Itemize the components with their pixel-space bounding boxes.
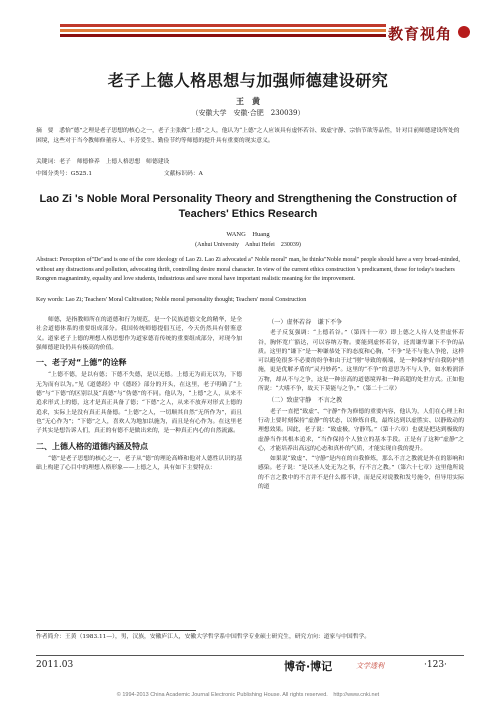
- header-stripe: [60, 29, 386, 32]
- footnote-rule: [36, 630, 196, 631]
- document-code: 文献标识码：A: [163, 171, 203, 177]
- body-paragraph: “德”是老子思想的核心之一，老子从“德”的理论高峰和他对人德性认识的基础上构建了心目中的理想人格形象——上德之人，具有如下主要特点：: [36, 455, 242, 472]
- header-stripe: [60, 24, 386, 27]
- journal-logo: 博奇·博记: [284, 660, 333, 673]
- author-name-en: WANG Huang: [226, 231, 270, 238]
- body-left-column: [36, 316, 242, 474]
- abstract-cn: 摘 要 悉怡“德”之理是老子思想的核心之一，老子主张做“上德”之人，他认为“上德”之人应该具有虚怀若谷、致虚守静、宗怡节欲等品性，针对目前师德建设所处的困境，这些对于当今教师修董容人、丰芳爱生、勤俭节约等师德的提升具有重要的现实意义。: [36, 128, 460, 144]
- author-name: 王 黄: [236, 96, 260, 106]
- keywords-cn: 关键词：老子 师德修养 上德人格思想 师德建设: [36, 159, 170, 165]
- abstract-en: Abstract: Perception of"De"and is one of the core ideology of Lao Zi. Lao Zi advocated a" Noble moral" man, he thinks"Noble moral" people should have a very broad-minded, without any distractions and pollution, advocating thrift, controlling desire moral character. In view of the current ethics construction 's predicament, those for today's teachers Rongren magnanimity, equality and love students, industrious and save moral have important realistic meaning for the improvement.: [36, 257, 460, 282]
- header-band: [0, 18, 496, 48]
- page-footer: [36, 655, 464, 676]
- body-paragraph: 如果说“致虚”、“守静”是内在的自我修炼，那么不言之教就是外在的影响和感染。老子说：“是以圣人处无为之事，行不言之教。”（第六十七章）这里他所说的不言之教中的不言并不是什么都不讲，而是反对说教和发号施令，但导用实际的道: [258, 456, 464, 491]
- issue-date: 2011.03: [36, 660, 74, 670]
- classification: [36, 168, 464, 177]
- keywords-en: Key words: Lao Zi; Teachers' Moral Cultivation; Noble moral personality thought; Teachers' moral Construction: [36, 297, 307, 303]
- brand-dot-icon: [458, 26, 470, 38]
- page-number: ·123·: [424, 660, 447, 670]
- article-title: 老子上德人格思想与加强师德建设研究: [107, 71, 389, 90]
- author-footnote: 作者简介：王黄（1983.11—），男，汉族，安徽庐江人，安徽大学哲学系中国哲学专业硕士研究生，研究方向：道家与中国哲学。: [36, 634, 371, 640]
- subsection-heading: （一）虚怀若谷 谦下不争: [268, 319, 343, 326]
- journal-subtitle: 文学透利: [356, 662, 384, 670]
- intro-paragraph: 师德，是指教师所在的道德和行为规范，是一个民族道德文化的精华，是全社会道德体系的重要组成部分。我国传统师德提倡互还，今天仍然具有借鉴意义。道家老子上德的理想人格思想作为道家德育传统的重要组成部分，对现今加强师德建设仍具有极高的价值。: [36, 317, 242, 351]
- author-affiliation-en: (Anhui University Anhui Hefei 230039): [195, 242, 301, 248]
- article-title-en: Lao Zi 's Noble Moral Personality Theory and Strengthening the Construction of Teachers' Ethics Research: [39, 193, 457, 220]
- body-paragraph: 老子一直把“致虚”、“守静”作为修德的重要内容，他认为，人们在心理上和行动上要时刻保持“虚静”的状态，以修炼自我，最终达到以虚胜实、以静致动的理想效果。因此，老子说：“致虚极，守静笃。”（第十六章）也就是把达到极致的虚静当作其根本追求，“当作保持个人独立的基本手段。正是有了这种“虚静”之心，才能培养出高远的心态和真朴的气质，才能实现自我的提升。: [258, 408, 464, 452]
- body-paragraph: 老子反复强调：“上德若谷。”（第四十一章）即上德之人待人处世虚怀若谷，胸怀宽广豁达，可以容纳万物。要能到虚怀若谷，还需谦卑谦下不争的品质。这里的“谦下”是一种谦恭处下的态度和心胸，“不争”是不与他人争抢，这样可以避免很多不必要的纷争和由于过“刚”导致的祸端，是一种保护好自我防护措施，更是优解矛盾的“灵丹妙药”。这里的“不争”的意思为不与人争，如水般润泽万物，却从不与之争，这是一种崇高的道德境界和一种高超的处世方式。正如他所说：“大嗜不争，故天下莫能与之争。”（第二十二章）: [258, 330, 464, 393]
- section-brand: 教育视角: [387, 25, 452, 43]
- copyright-line: © 1994-2013 China Academic Journal Electronic Publishing House. All rights reserved. http://www.cnki.net: [116, 692, 380, 698]
- author-affiliation: （安徽大学 安徽·合肥 230039）: [191, 109, 305, 117]
- subsection-heading: （二）致虚守静 不言之教: [268, 397, 343, 405]
- clc-number: 中图分类号：G525.1: [36, 171, 93, 177]
- body-paragraph: “上德不德，是以有德；下德不失德，是以无德。上德无为而无以为，下德无为而有以为。”见《道德经》中《德经》部分的开头，在这里，老子明确了“上德”与“下德”的区别以及“真德”与“伪德”的不同。他认为，“上德”之人，从来不追求形式上的德，这才是真正具备了德；“下德”之人，从来不放弃对形式上德的追求，实际上是没有真正具备德。“上德”之人，一切顺其自然“无所作为”，而且也“无心作为”；“下德”之人，喜欢人为地加以施为，而且是有心作为。在这里老子其实是想告诉人们，真正的有德不是做出来的，是一种真正内心的自然流露。: [36, 372, 242, 435]
- section-heading: 一、老子对“上德”的诠释: [36, 358, 127, 368]
- section-heading: 二、上德人格的道德内涵及特点: [36, 441, 148, 451]
- header-stripe: [60, 34, 386, 37]
- body-right-column: [258, 316, 464, 493]
